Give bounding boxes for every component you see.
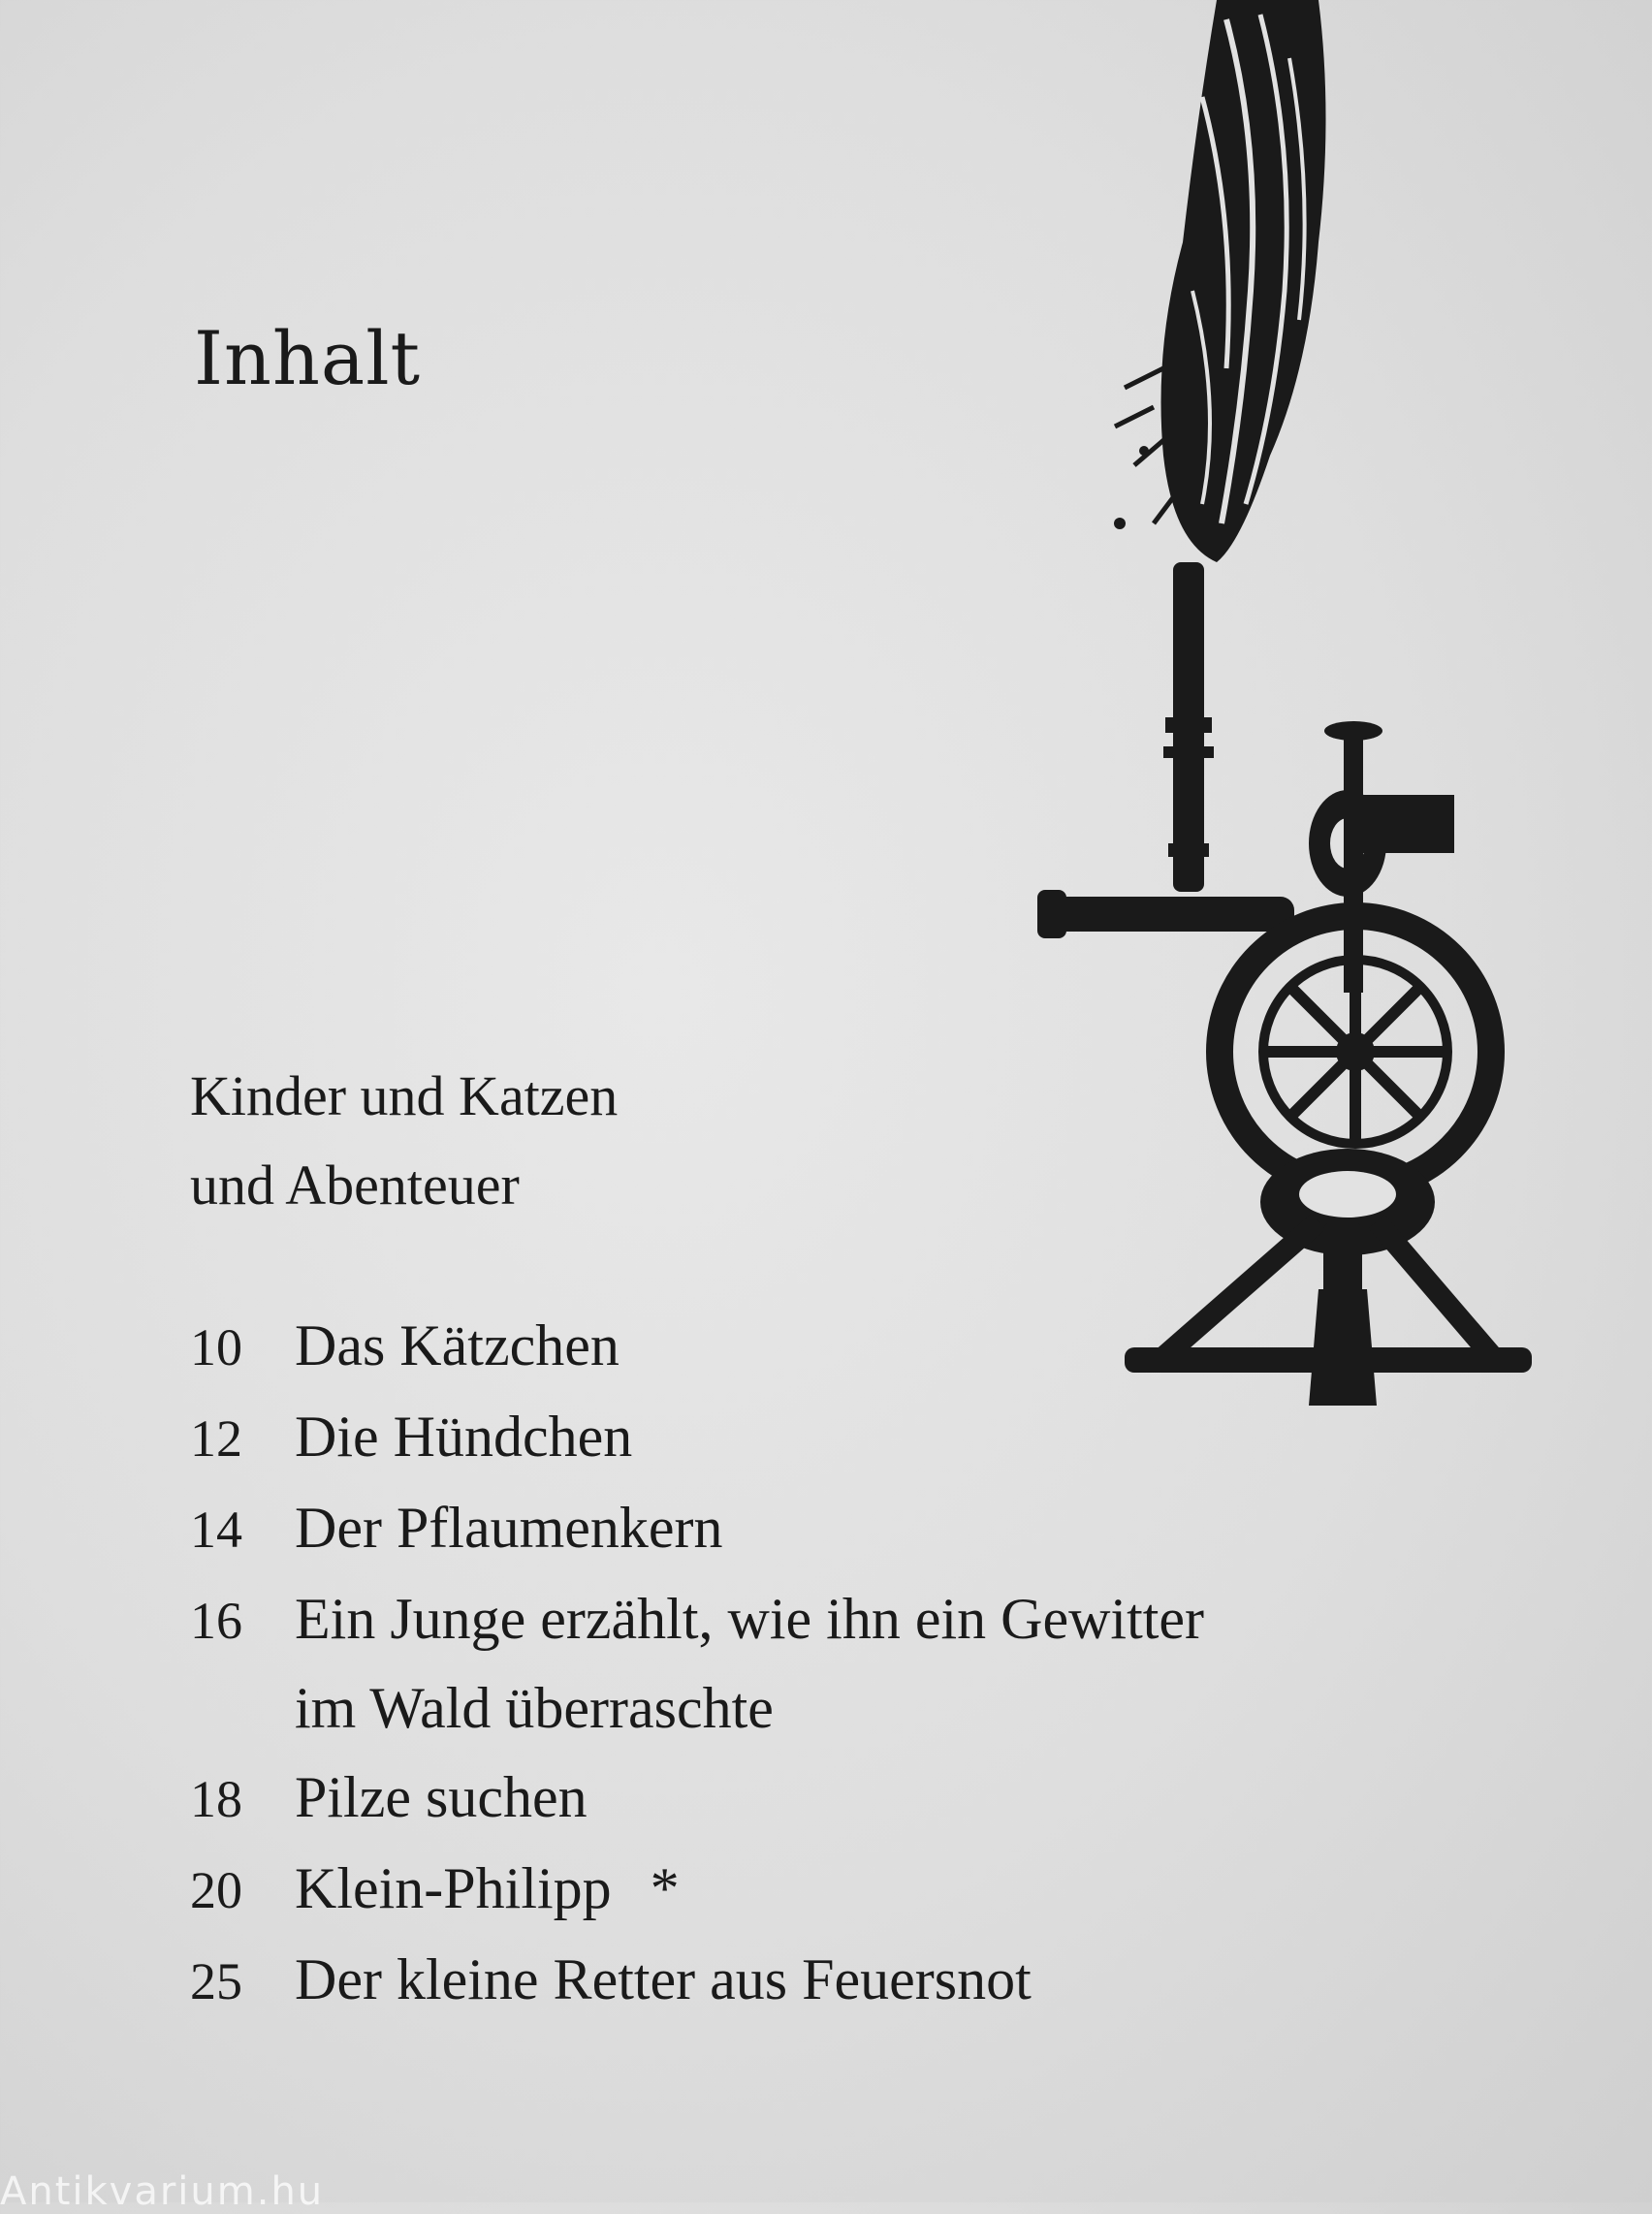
toc-entry <box>190 1935 1204 2026</box>
toc-title-line: Das Kätzchen <box>295 1313 620 1377</box>
toc-entry <box>190 1844 1204 1935</box>
toc-title <box>295 1301 620 1390</box>
toc-page-number: 20 <box>190 1861 242 1919</box>
toc-title-line: Der kleine Retter aus Feuersnot <box>295 1947 1032 2011</box>
section-title-line: Kinder und Katzen <box>190 1064 619 1127</box>
toc-title-line: Die Hündchen <box>295 1405 633 1469</box>
toc-page-number: 12 <box>190 1409 242 1468</box>
asterisk-mark: * <box>650 1856 680 1920</box>
watermark-logo: Antikvarium.hu <box>0 2169 325 2214</box>
toc-page-number: 18 <box>190 1770 242 1828</box>
toc-title <box>295 1392 632 1481</box>
toc-title <box>295 1935 1032 2024</box>
toc-entry <box>190 1483 1204 1574</box>
toc-page-number: 10 <box>190 1318 242 1376</box>
toc-title-line: Pilze suchen <box>295 1765 588 1829</box>
toc-title <box>295 1844 680 1933</box>
page-title: Inhalt <box>194 315 422 401</box>
toc-title <box>295 1483 723 1572</box>
toc-title <box>295 1574 1204 1753</box>
toc-title-line: Der Pflaumenkern <box>295 1496 723 1560</box>
toc-page-number: 16 <box>190 1592 242 1650</box>
toc-title-line: Klein-Philipp <box>295 1856 612 1920</box>
toc-title-line: im Wald überraschte <box>295 1676 774 1740</box>
toc-title-line: Ein Junge erzählt, wie ihn ein Gewitter <box>295 1587 1205 1651</box>
toc-entry <box>190 1753 1204 1844</box>
toc-page-number: 14 <box>190 1501 242 1559</box>
section-title-line: und Abenteuer <box>190 1154 520 1217</box>
spinning-wheel-icon <box>1028 0 1551 1425</box>
toc-title <box>295 1753 588 1842</box>
toc-entry <box>190 1574 1204 1753</box>
section-title <box>190 1052 618 1230</box>
toc-page-number: 25 <box>190 1952 242 2010</box>
